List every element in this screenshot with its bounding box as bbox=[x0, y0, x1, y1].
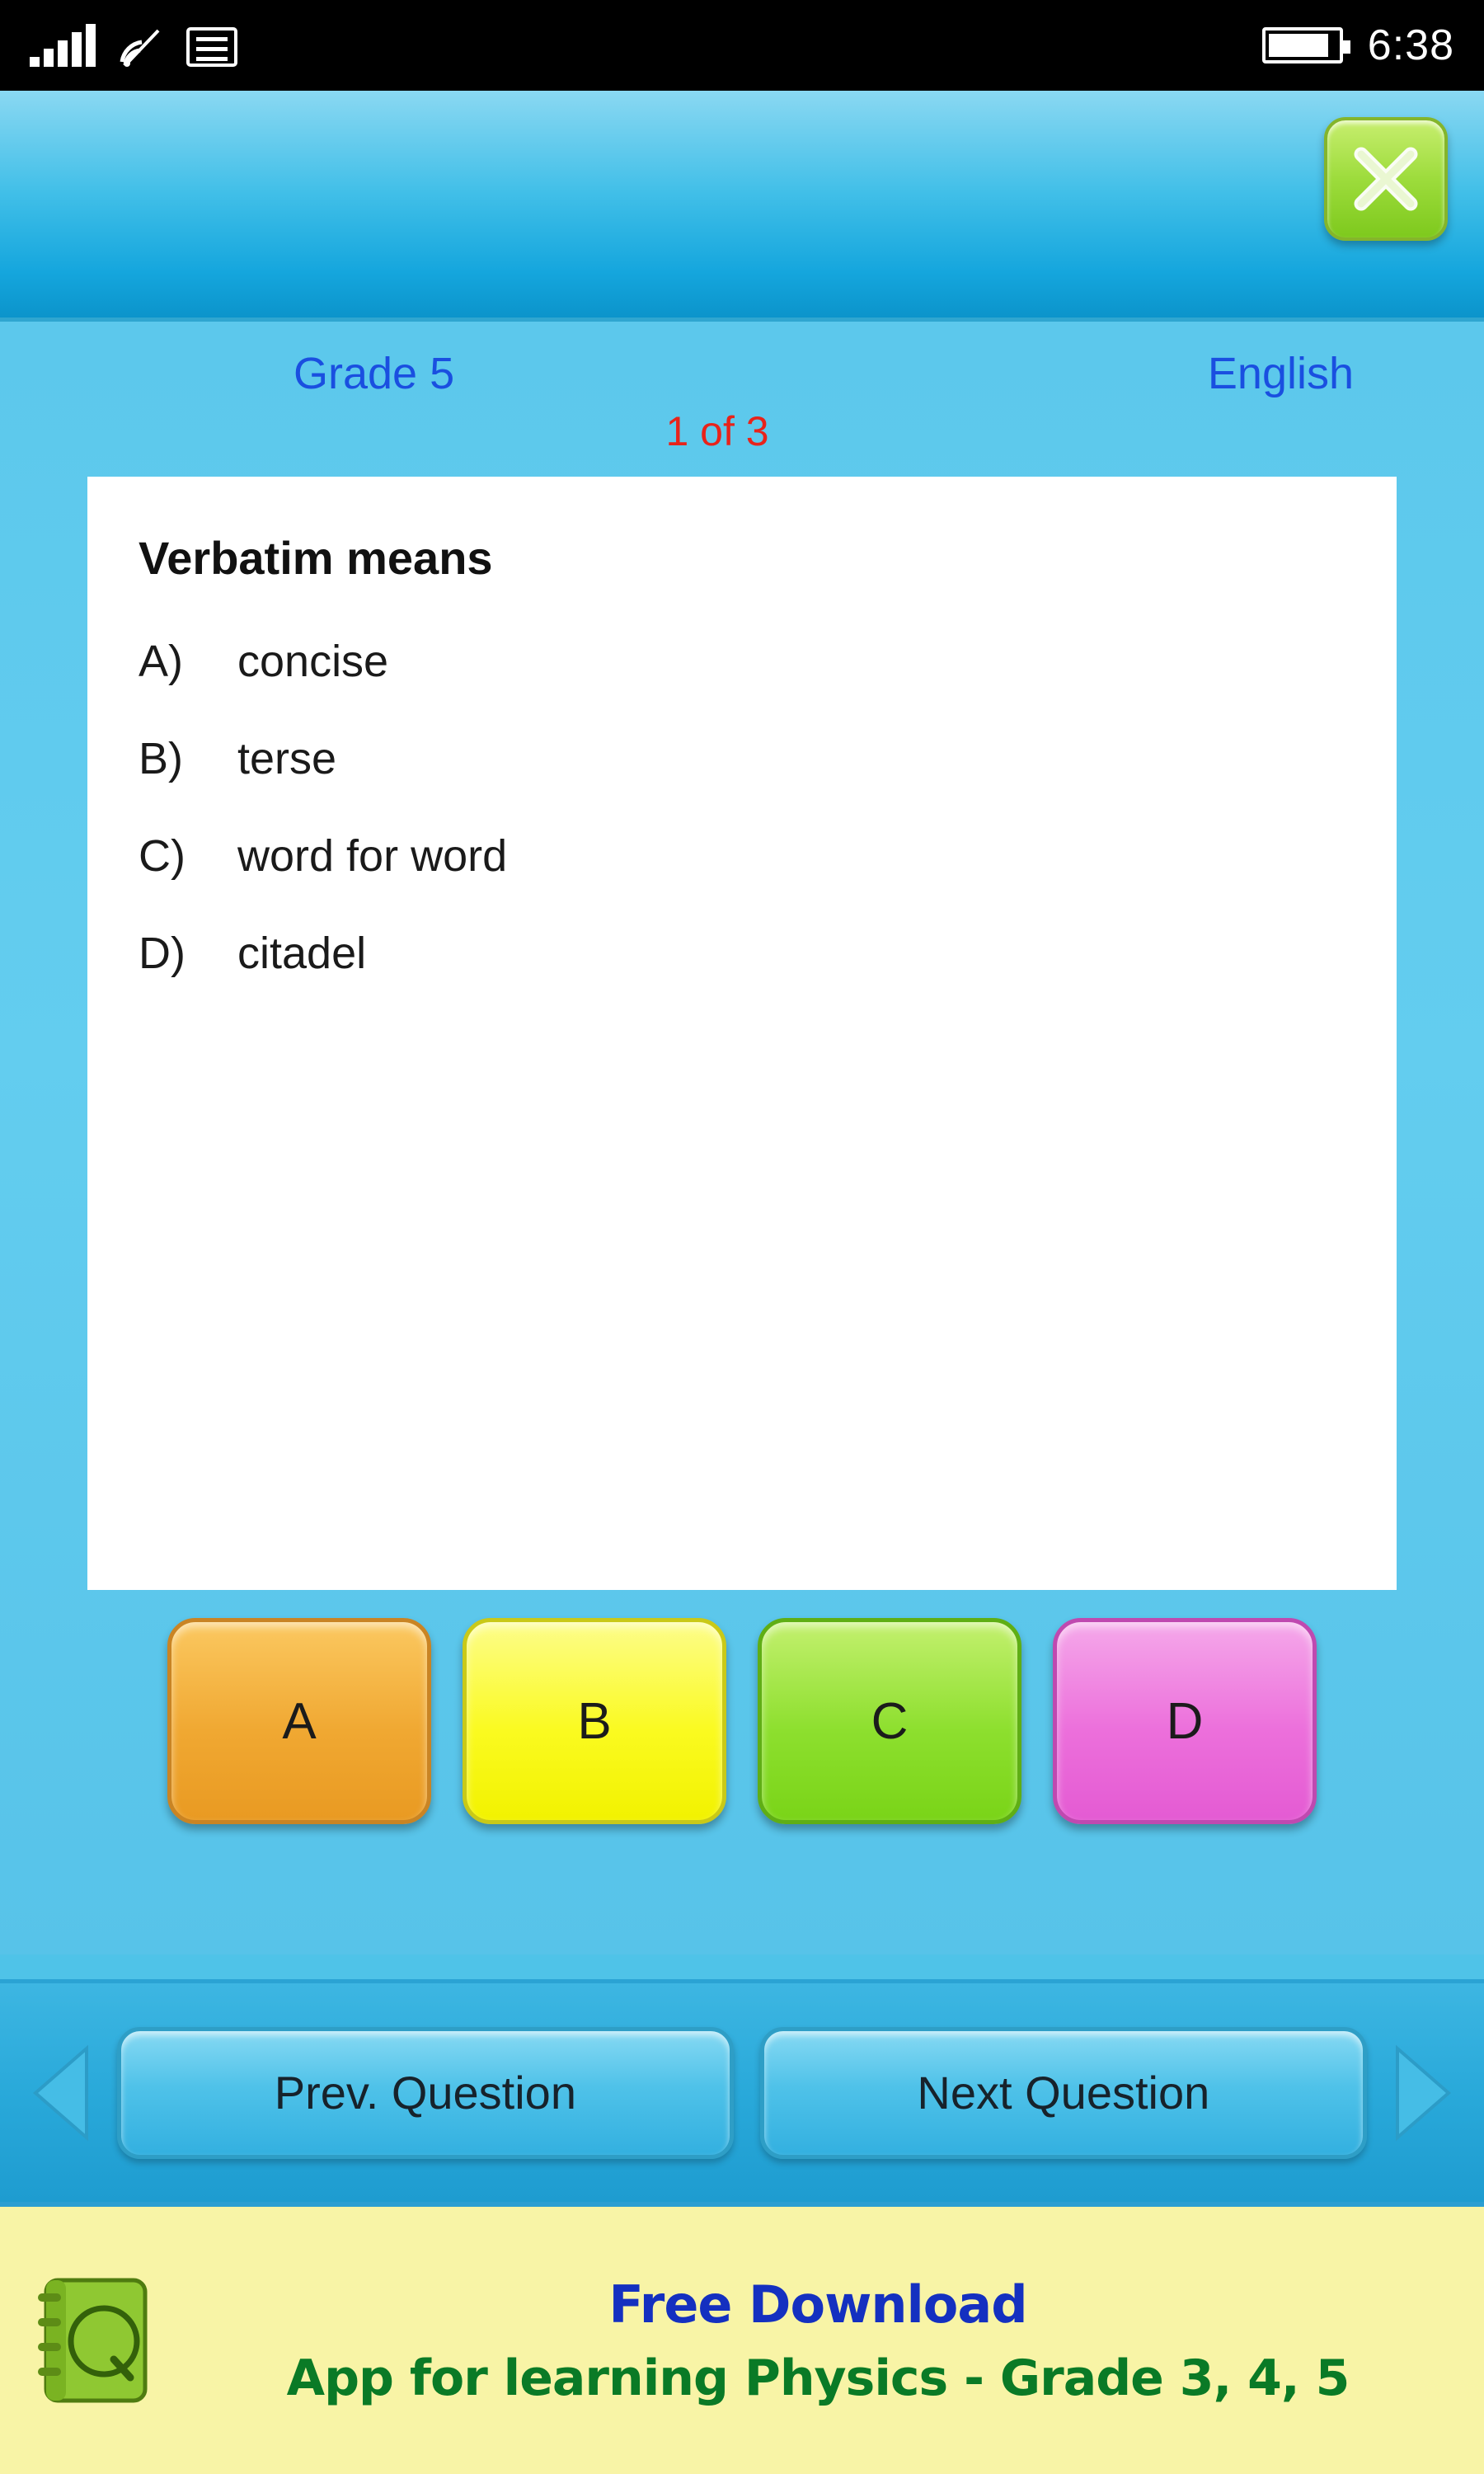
answer-button-a[interactable]: A bbox=[167, 1618, 431, 1824]
option-row-c bbox=[139, 830, 1397, 882]
answer-buttons bbox=[0, 1618, 1484, 1824]
next-question-button[interactable]: Next Question bbox=[760, 2027, 1367, 2159]
question-text: Verbatim means bbox=[139, 532, 493, 584]
prev-question-button[interactable]: Prev. Question bbox=[117, 2027, 734, 2159]
status-bar bbox=[0, 0, 1484, 91]
ad-text-block bbox=[180, 2274, 1456, 2407]
ad-banner[interactable] bbox=[0, 2202, 1484, 2474]
status-bar-right bbox=[1262, 21, 1454, 70]
question-counter: 1 of 3 bbox=[665, 408, 769, 454]
option-letter-c: C) bbox=[139, 831, 186, 881]
battery-icon bbox=[1262, 27, 1343, 63]
answer-button-c[interactable]: C bbox=[758, 1618, 1021, 1824]
option-text-b: terse bbox=[237, 734, 337, 783]
grade-label: Grade 5 bbox=[294, 349, 455, 398]
top-bar bbox=[0, 91, 1484, 322]
option-letter-b: B) bbox=[139, 734, 183, 783]
option-row-b bbox=[139, 733, 1397, 784]
notebook-icon bbox=[28, 2270, 160, 2411]
answer-button-b[interactable]: B bbox=[463, 1618, 726, 1824]
subject-label: English bbox=[1207, 349, 1354, 398]
answer-button-d[interactable]: D bbox=[1053, 1618, 1317, 1824]
chevron-left-icon[interactable] bbox=[21, 2044, 104, 2142]
status-bar-left bbox=[30, 24, 237, 67]
option-letter-a: A) bbox=[139, 637, 183, 686]
question-card bbox=[87, 477, 1397, 1590]
option-letter-d: D) bbox=[139, 929, 186, 978]
quiz-content bbox=[0, 322, 1484, 1954]
chevron-right-icon[interactable] bbox=[1380, 2044, 1463, 2142]
navigation-bar bbox=[0, 1979, 1484, 2202]
quiz-meta-row bbox=[0, 322, 1484, 399]
message-icon bbox=[186, 27, 237, 67]
option-text-c: word for word bbox=[237, 831, 508, 881]
status-clock: 6:38 bbox=[1367, 21, 1454, 69]
option-text-a: concise bbox=[237, 637, 389, 686]
close-button[interactable] bbox=[1324, 117, 1448, 241]
ad-title: Free Download bbox=[608, 2274, 1027, 2335]
wifi-icon bbox=[117, 24, 165, 67]
close-icon bbox=[1348, 141, 1424, 217]
ad-subtitle: App for learning Physics - Grade 3, 4, 5 bbox=[286, 2349, 1350, 2407]
cellular-signal-icon bbox=[30, 24, 96, 67]
option-row-d bbox=[139, 928, 1397, 979]
option-row-a bbox=[139, 636, 1397, 687]
option-text-d: citadel bbox=[237, 929, 367, 978]
